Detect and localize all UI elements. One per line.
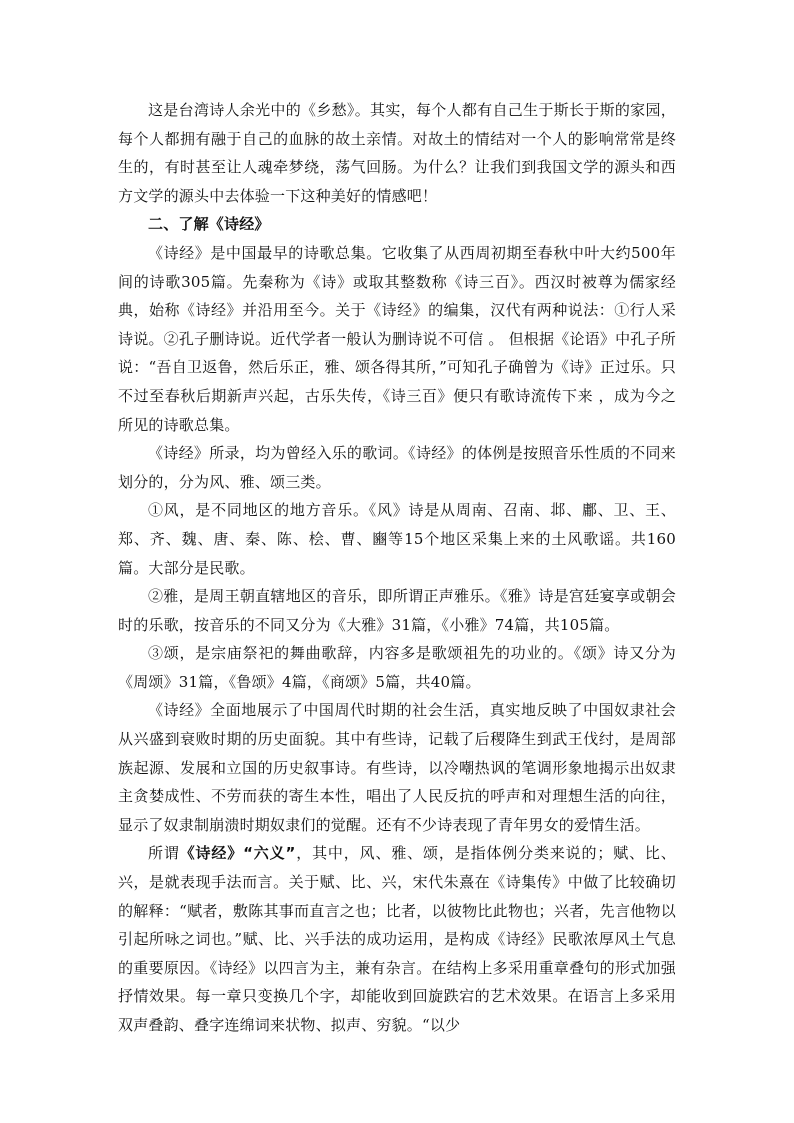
document-body xyxy=(118,96,676,1040)
shijing-classification-paragraph: 《诗经》所录，均为曾经入乐的歌词。《诗经》的体例是按照音乐性质的不同来划分的，分为风、雅、颂三类。 xyxy=(118,444,676,491)
six-principles-text: ，其中，风、雅、颂，是指体例分类来说的；赋、比、兴，是就表现手法而言。关于赋、比、兴，宋代朱熹在《诗集传》中做了比较确切的解释：“赋者，敷陈其事而直言之也；比者，以彼物比此物也；兴者，先言他物以引起所咏之词也。”赋、比、兴手法的成功运用，是构成《诗经》民歌浓厚风土气息的重要原因。《诗经》以四言为主，兼有杂言。在结构上多采用重章叠句的形式加强抒情效果。每一章只变换几个字，却能收到回旋跌宕的艺术效果。在语言上多采用双声叠韵、叠字连绵词来状物、拟声、穷貌。“以少 xyxy=(118,844,676,1034)
six-principles-paragraph xyxy=(118,839,676,1039)
six-principles-prefix: 所谓 xyxy=(148,844,180,863)
shijing-overview-paragraph: 《诗经》是中国最早的诗歌总集。它收集了从西周初期至春秋中叶大约500年间的诗歌305篇。先秦称为《诗》或取其整数称《诗三百》。西汉时被尊为儒家经典，始称《诗经》并沿用至今。关于《诗经》的编集，汉代有两种说法：①行人采诗说。②孔子删诗说。近代学者一般认为删诗说不可信 。 但根据《论语》中孔子所说：“吾自卫返鲁，然后乐正，雅、颂各得其所，”可知孔子确曾为《诗》正过乐。只不过至春秋后期新声兴起，古乐失传，《诗三百》便只有歌诗流传下来 ，成为今之所见的诗歌总集。 xyxy=(118,243,676,434)
intro-paragraph: 这是台湾诗人余光中的《乡愁》。其实，每个人都有自己生于斯长于斯的家园，每个人都拥有融于自己的血脉的故土亲情。对故土的情结对一个人的影响常常是终生的，有时甚至让人魂牵梦绕，荡气回肠。为什么？让我们到我国文学的源头和西方文学的源头中去体验一下这种美好的情感吧！ xyxy=(118,101,676,205)
ya-paragraph: ②雅，是周王朝直辖地区的音乐，即所谓正声雅乐。《雅》诗是宫廷宴享或朝会时的乐歌，按音乐的不同又分为《大雅》31篇，《小雅》74篇，共105篇。 xyxy=(118,587,676,634)
six-principles-emphasis: 《诗经》“六义” xyxy=(179,844,296,863)
social-life-paragraph: 《诗经》全面地展示了中国周代时期的社会生活，真实地反映了中国奴隶社会从兴盛到衰败时期的历史面貌。其中有些诗，记载了后稷降生到武王伐纣，是周部族起源、发展和立国的历史叙事诗。有些诗，以冷嘲热讽的笔调形象地揭示出奴隶主贪婪成性、不劳而获的寄生本性，唱出了人民反抗的呼声和对理想生活的向往，显示了奴隶制崩溃时期奴隶们的觉醒。还有不少诗表现了青年男女的爱情生活。 xyxy=(118,701,676,834)
feng-paragraph: ①风，是不同地区的地方音乐。《风》诗是从周南、召南、邶、鄘、卫、王、郑、齐、魏、唐、秦、陈、桧、曹、豳等15个地区采集上来的土风歌谣。共160篇。大部分是民歌。 xyxy=(118,501,676,577)
song-paragraph: ③颂，是宗庙祭祀的舞曲歌辞，内容多是歌颂祖先的功业的。《颂》诗又分为《周颂》31篇，《鲁颂》4篇，《商颂》5篇，共40篇。 xyxy=(118,644,676,691)
section-heading: 二、了解《诗经》 xyxy=(148,215,270,234)
